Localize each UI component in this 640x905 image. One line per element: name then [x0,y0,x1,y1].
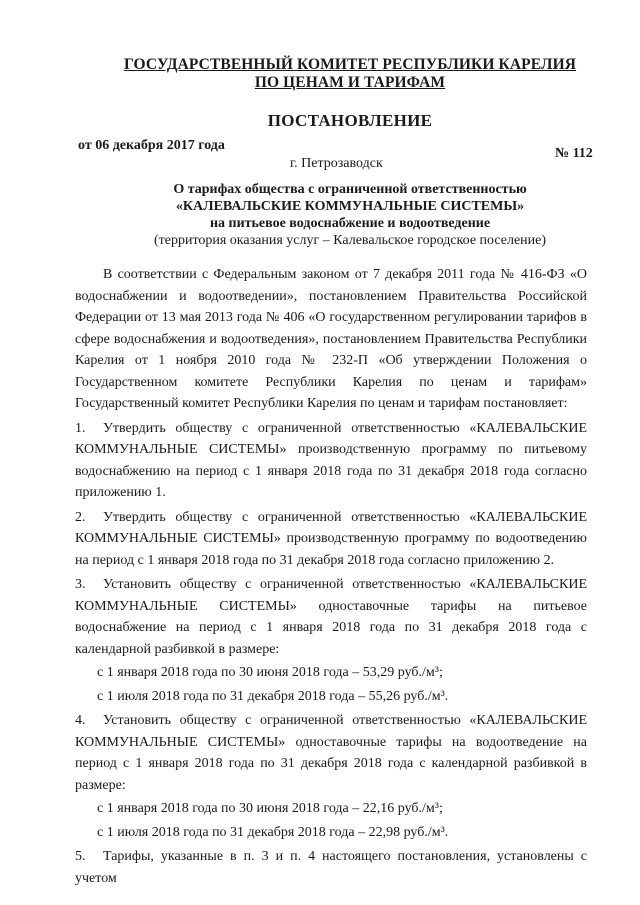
item-2 [75,507,587,572]
subject-line3: на питьевое водоснабжение и водоотведение [209,216,491,231]
item-number: 4. [75,713,86,728]
intro-paragraph: В соответствии с Федеральным законом от 7 декабря 2011 года № 416-ФЗ «О водоснабжении и водоотведении», постановлением Правительства Российской Федерации от 13 мая 2013 года № 406 «О государственном регулировании тарифов в сфере водоснабжения и водоотведения», постановлением Правительства Республики Карелия от 1 ноября 2010 года № 232-П «Об утверждении Положения о Государственном комитете Республики Карелия по ценам и тарифам» Государственный комитет Республики Карелия по ценам и тарифам постановляет: [75,267,587,411]
document-body [75,264,587,889]
item-text: Утвердить обществу с ограниченной ответственностью «КАЛЕВАЛЬСКИЕ КОММУНАЛЬНЫЕ СИСТЕМЫ» производственную программу по водоотведению на период с 1 января 2018 года по 31 декабря 2018 года согласно приложению 2. [75,509,587,568]
document-title: ПОСТАНОВЛЕНИЕ [267,111,433,130]
document-date: от 06 декабря 2017 года [78,138,225,153]
subject-line2: «КАЛЕВАЛЬСКИЕ КОММУНАЛЬНЫЕ СИСТЕМЫ» [175,199,525,214]
org-name-line1: ГОСУДАРСТВЕННЫЙ КОМИТЕТ РЕСПУБЛИКИ КАРЕЛИЯ [123,56,577,73]
rate-line: с 1 января 2018 года по 30 июня 2018 года – 22,16 руб./м³; [97,801,443,816]
rate-line: с 1 июля 2018 года по 31 декабря 2018 года – 55,26 руб./м³. [97,688,449,704]
item-text: Тарифы, указанные в п. 3 и п. 4 настоящего постановления, установлены с учетом [75,849,587,886]
item-5 [75,846,587,889]
item-text: Установить обществу с ограниченной ответственностью «КАЛЕВАЛЬСКИЕ КОММУНАЛЬНЫЕ СИСТЕМЫ» одноставочные тарифы на питьевое водоснабжение на период с 1 января 2018 года по 31 декабря 2018 года с календарной разбивкой в размере: [75,577,587,657]
item-text: Установить обществу с ограниченной ответственностью «КАЛЕВАЛЬСКИЕ КОММУНАЛЬНЫЕ СИСТЕМЫ» одноставочные тарифы на водоотведение на период с 1 января 2018 года по 31 декабря 2018 года с календарной разбивкой в размере: [75,713,587,793]
item-3 [75,574,587,660]
org-name-line2: ПО ЦЕНАМ И ТАРИФАМ [254,74,446,91]
item-1 [75,418,587,504]
item-number: 5. [75,849,86,864]
rate-line: с 1 января 2018 года по 30 июня 2018 года – 53,29 руб./м³; [97,665,443,680]
item-number: 3. [75,577,86,592]
rate-line: с 1 июля 2018 года по 31 декабря 2018 года – 22,98 руб./м³. [97,824,449,840]
item-text: Утвердить обществу с ограниченной ответственностью «КАЛЕВАЛЬСКИЕ КОММУНАЛЬНЫЕ СИСТЕМЫ» производственную программу по питьевому водоснабжению на период с 1 января 2018 года по 31 декабря 2018 года согласно приложению 1. [75,420,587,500]
item-number: 2. [75,509,86,525]
subject-line1: О тарифах общества с ограниченной ответственностью [173,182,527,197]
document-number: № 112 [555,146,593,161]
document-city: г. Петрозаводск [290,156,383,171]
item-number: 1. [75,420,86,436]
item-4 [75,710,587,796]
subject-line4: (территория оказания услуг – Калевальское городское поселение) [153,233,547,248]
